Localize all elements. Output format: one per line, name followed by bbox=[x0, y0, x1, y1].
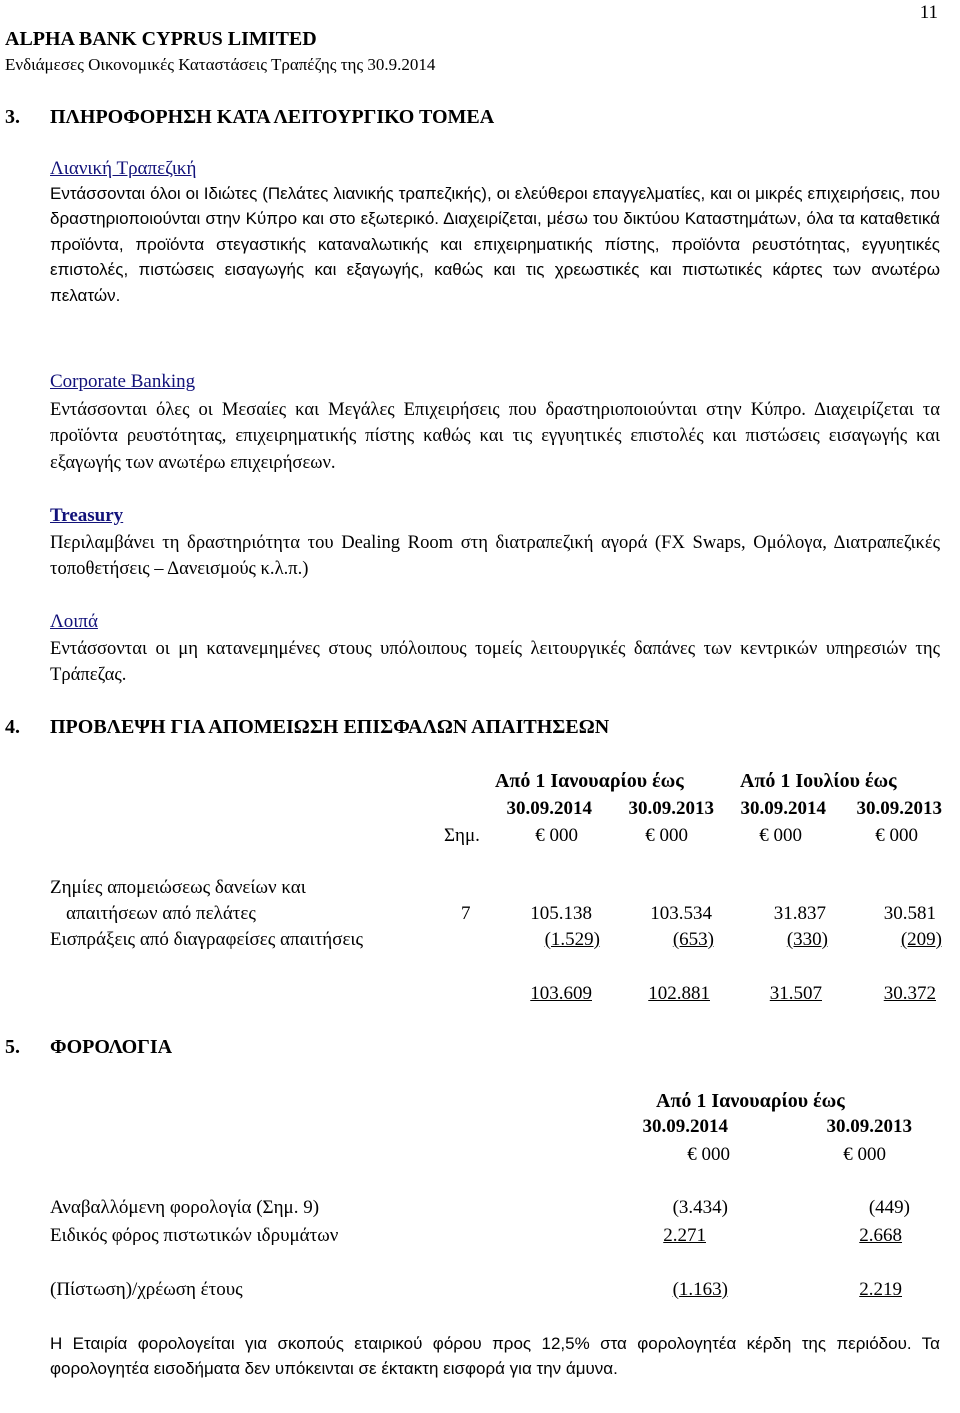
retail-title: Λιανική Τραπεζική bbox=[50, 158, 197, 179]
treasury-text: Περιλαμβάνει τη δραστηριότητα του Dealing Room στη διατραπεζική αγορά (FX Swaps, Ομόλογα, Διατραπεζικές τοποθετήσεις – Δανεισμούς κ.λ.π.) bbox=[50, 532, 940, 580]
impairment-unit-1: € 000 bbox=[535, 825, 578, 846]
tax-row1-label: Αναβαλλόμενη φορολογία (Σημ. 9) bbox=[50, 1197, 320, 1218]
impairment-row1-label-line1: Ζημίες απομειώσεως δανείων και bbox=[50, 877, 306, 898]
section-4-number: 4. bbox=[5, 716, 20, 738]
impairment-row1-value-4: 30.581 bbox=[883, 903, 936, 924]
report-title: Ενδιάμεσες Οικονομικές Καταστάσεις Τραπέζης της 30.9.2014 bbox=[5, 55, 436, 74]
impairment-total-4: 30.372 bbox=[883, 983, 936, 1004]
impairment-period1-header: Από 1 Ιανουαρίου έως bbox=[495, 770, 684, 792]
tax-unit-1: € 000 bbox=[687, 1144, 730, 1165]
tax-row1-value-2: (449) bbox=[868, 1197, 910, 1218]
impairment-unit-3: € 000 bbox=[759, 825, 802, 846]
impairment-row2-value-2: (653) bbox=[672, 929, 714, 950]
tax-row2-value-1: 2.271 bbox=[663, 1225, 706, 1246]
tax-total-value-1: (1.163) bbox=[672, 1279, 728, 1300]
impairment-row2-label: Εισπράξεις από διαγραφείσες απαιτήσεις bbox=[50, 929, 364, 950]
impairment-row1-value-2: 103.534 bbox=[650, 903, 712, 924]
impairment-row1-value-1: 105.138 bbox=[530, 903, 592, 924]
treasury-title: Treasury bbox=[50, 505, 124, 526]
tax-total-value-2: 2.219 bbox=[859, 1279, 902, 1300]
section-5-number: 5. bbox=[5, 1036, 20, 1058]
impairment-row1-label-line2: απαιτήσεων από πελάτες bbox=[66, 903, 256, 924]
impairment-total-3: 31.507 bbox=[769, 983, 822, 1004]
page-number: 11 bbox=[919, 2, 938, 23]
section-3-number: 3. bbox=[5, 106, 20, 128]
tax-date-1: 30.09.2014 bbox=[642, 1116, 728, 1137]
impairment-row2-value-4: (209) bbox=[900, 929, 942, 950]
impairment-period2-header: Από 1 Ιουλίου έως bbox=[740, 770, 897, 792]
impairment-row1-value-3: 31.837 bbox=[773, 903, 826, 924]
tax-note-text: Η Εταιρία φορολογείται για σκοπούς εταιρικού φόρου προς 12,5% στα φορολογητέα κέρδη της περιόδου. Τα φορολογητέα εισοδήματα δεν υπόκεινται σε έκτακτη εισφορά για την άμυνα. bbox=[50, 1334, 940, 1379]
section-5-title: ΦΟΡΟΛΟΓΙΑ bbox=[50, 1036, 173, 1058]
impairment-note-header: Σημ. bbox=[444, 825, 480, 846]
bank-name: ALPHA BANK CYPRUS LIMITED bbox=[5, 28, 317, 50]
impairment-unit-4: € 000 bbox=[875, 825, 918, 846]
tax-row2-label: Ειδικός φόρος πιστωτικών ιδρυμάτων bbox=[50, 1225, 339, 1246]
tax-date-2: 30.09.2013 bbox=[826, 1116, 912, 1137]
tax-total-label: (Πίστωση)/χρέωση έτους bbox=[50, 1279, 243, 1300]
impairment-row1-note: 7 bbox=[461, 903, 471, 924]
impairment-total-1: 103.609 bbox=[530, 983, 592, 1004]
other-title: Λοιπά bbox=[50, 611, 98, 632]
impairment-row2-value-1: (1.529) bbox=[544, 929, 600, 950]
impairment-date-3: 30.09.2014 bbox=[740, 798, 826, 819]
impairment-date-1: 30.09.2014 bbox=[506, 798, 592, 819]
tax-row1-value-1: (3.434) bbox=[672, 1197, 728, 1218]
corporate-title: Corporate Banking bbox=[50, 371, 196, 392]
tax-unit-2: € 000 bbox=[843, 1144, 886, 1165]
impairment-unit-2: € 000 bbox=[645, 825, 688, 846]
impairment-date-2: 30.09.2013 bbox=[628, 798, 714, 819]
other-text: Εντάσσονται οι μη κατανεμημένες στους υπόλοιπους τομείς λειτουργικές δαπάνες των κεντρικών υπηρεσιών της Τράπεζας. bbox=[50, 638, 940, 686]
tax-period-header: Από 1 Ιανουαρίου έως bbox=[656, 1090, 845, 1112]
retail-text: Εντάσσονται όλοι οι Ιδιώτες (Πελάτες λιανικής τραπεζικής), οι ελεύθεροι επαγγελματίες, και οι μικρές επιχειρήσεις, που δραστηριοποιούνται στην Κύπρο και στο εξωτερικό. Διαχειρίζεται, μέσω του δικτύου Καταστημάτων, όλα τα καταθετικά προϊόντα, προϊόντα στεγαστικής καταναλωτικής και επιχειρηματικής πίστης, προϊόντα ρευστότητας, εγγυητικές επιστολές, πιστώσεις εισαγωγής και εξαγωγής, καθώς και τις χρεωστικές και πιστωτικές κάρτες των ανωτέρω πελατών. bbox=[50, 184, 940, 305]
impairment-date-4: 30.09.2013 bbox=[856, 798, 942, 819]
impairment-total-2: 102.881 bbox=[648, 983, 710, 1004]
tax-row2-value-2: 2.668 bbox=[859, 1225, 902, 1246]
corporate-text: Εντάσσονται όλες οι Μεσαίες και Μεγάλες Επιχειρήσεις που δραστηριοποιούνται στην Κύπρο. Διαχειρίζεται τα προϊόντα ρευστότητας, επιχειρηματικής πίστης καθώς και τις εγγυητικές επιστολές και πιστώσεις εισαγωγής και εξαγωγής των ανωτέρω επιχειρήσεων. bbox=[50, 399, 940, 473]
section-4-title: ΠΡΟΒΛΕΨΗ ΓΙΑ ΑΠΟΜΕΙΩΣΗ ΕΠΙΣΦΑΛΩΝ ΑΠΑΙΤΗΣΕΩΝ bbox=[50, 716, 610, 738]
impairment-row2-value-3: (330) bbox=[786, 929, 828, 950]
section-3-title: ΠΛΗΡΟΦΟΡΗΣΗ ΚΑΤΑ ΛΕΙΤΟΥΡΓΙΚΟ ΤΟΜΕΑ bbox=[50, 106, 495, 128]
